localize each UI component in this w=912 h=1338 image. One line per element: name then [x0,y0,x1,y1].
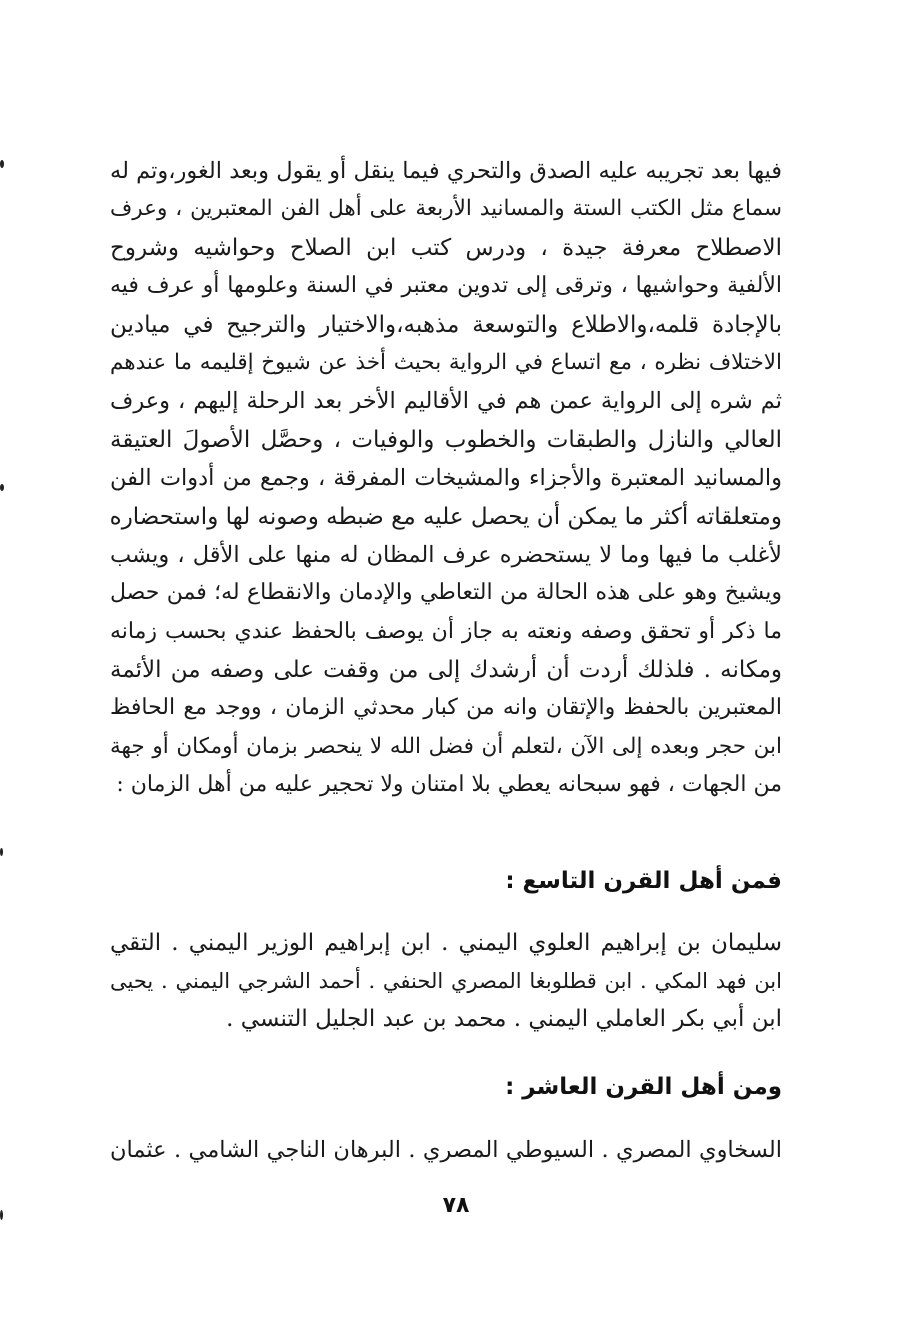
paragraph-line: لأغلب ما فيها وما لا يستحضره عرف المظان له منها على الأقل ، ويشب [110,541,782,568]
paragraph-line: من الجهات ، فهو سبحانه يعطي بلا امتنان ولا تحجير عليه من أهل الزمان : [116,772,782,798]
names-line: السخاوي المصري . السيوطي المصري . البرهان الناجي الشامي . عثمان [110,1137,782,1163]
paragraph-line: ومكانه . فلذلك أردت أن أرشدك إلى من وقفت على وصفه من الأئمة [110,657,782,684]
paragraph-line: ابن حجر وبعده إلى الآن ،لتعلم أن فضل الله لا ينحصر بزمان أومكان أو جهة [110,733,782,759]
names-line: ابن أبي بكر العاملي اليمني . محمد بن عبد الجليل التنسي . [226,1006,782,1032]
paragraph-line: ومتعلقاته أكثر ما يمكن أن يحصل عليه مع ضبطه وصونه لها واستحضاره [110,503,782,530]
paragraph-line: الألفية وحواشيها ، وترقى إلى تدوين معتبر في السنة وعلومها أو عرف فيه [110,273,782,299]
paragraph-line: والمسانيد المعتبرة والأجزاء والمشيخات المفرقة ، وجمع من أدوات الفن [110,465,782,492]
scan-edge-mark [0,848,3,856]
ninth-century-names [110,924,782,1038]
main-paragraph [110,152,782,805]
tenth-century-names [110,1131,782,1169]
paragraph-line: العالي والنازل والطبقات والخطوب والوفيات ، وحصَّل الأصولَ العتيقة [110,426,782,453]
paragraph-line: فيها بعد تجريبه عليه الصدق والتحري فيما ينقل أو يقول وبعد الغور،وتم له [110,158,782,184]
section-heading-tenth-century: ومن أهل القرن العاشر : [505,1074,782,1100]
names-line: ابن فهد المكي . ابن قطلوبغا المصري الحنفي . أحمد الشرجي اليمني . يحيى [110,969,782,993]
paragraph-line: الاختلاف نظره ، مع اتساع في الرواية بحيث أخذ عن شيوخ إقليمه ما عندهم [110,349,782,375]
scan-edge-mark [0,160,4,168]
paragraph-line: ثم شره إلى الرواية عمن هم في الأقاليم الأخر بعد الرحلة إليهم ، وعرف [110,388,782,415]
section-heading-ninth-century: فمن أهل القرن التاسع : [505,868,782,894]
paragraph-line: المعتبرين بالحفظ والإتقان وانه من كبار محدثي الزمان ، ووجد مع الحافظ [110,695,782,721]
paragraph-line: سماع مثل الكتب الستة والمسانيد الأربعة على أهل الفن المعتبرين ، وعرف [110,196,782,222]
page-number: ٧٨ [442,1193,470,1218]
paragraph-line: الاصطلاح معرفة جيدة ، ودرس كتب ابن الصلاح وحواشيه وشروح [110,234,782,261]
scan-edge-mark [0,484,4,491]
names-line: سليمان بن إبراهيم العلوي اليمني . ابن إبراهيم الوزير اليمني . التقي [110,930,782,956]
paragraph-line: ويشيخ وهو على هذه الحالة من التعاطي والإدمان والانقطاع له؛ فمن حصل [110,580,782,606]
paragraph-line: ما ذكر أو تحقق وصفه ونعته به جاز أن يوصف بالحفظ عندي بحسب زمانه [110,618,782,644]
paragraph-line: بالإجادة قلمه،والاطلاع والتوسعة مذهبه،والاختيار والترجيح في ميادين [110,311,782,338]
